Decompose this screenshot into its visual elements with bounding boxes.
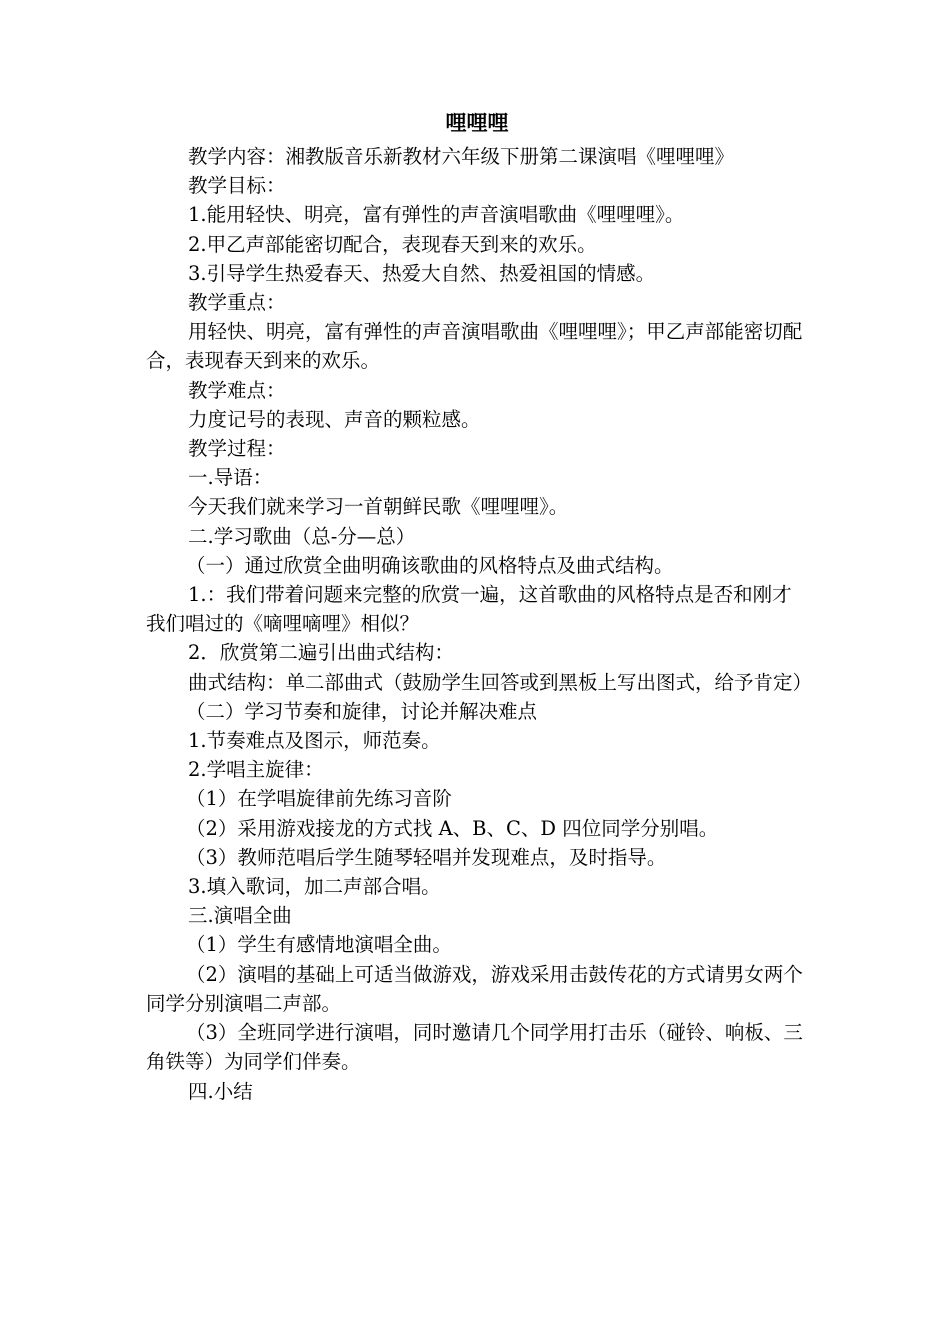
paragraph-objective-3: 3.引导学生热爱春天、热爱大自然、热爱祖国的情感。 [188,261,656,285]
paragraph-objectives-heading: 教学目标： [188,174,286,198]
paragraph-learn-song-heading: 二.学习歌曲（总-分—总） [188,524,416,548]
paragraph-sing-step-1: （1）学生有感情地演唱全曲。 [186,933,452,957]
paragraph-sing-heading: 三.演唱全曲 [188,904,292,928]
paragraph-step-2: 2．欣赏第二遍引出曲式结构： [188,641,454,665]
paragraph-key-points-heading: 教学重点： [188,291,286,315]
paragraph-sing-step-3: （3）全班同学进行演唱，同时邀请几个同学用打击乐（碰铃、响板、三角铁等）为同学们伴奏。 [146,1021,803,1074]
paragraph-objective-2: 2.甲乙声部能密切配合，表现春天到来的欢乐。 [188,232,597,256]
paragraph-section-1: （一）通过欣赏全曲明确该歌曲的风格特点及曲式结构。 [186,553,674,577]
paragraph-sing-step-2: （2）演唱的基础上可适当做游戏，游戏采用击鼓传花的方式请男女两个同学分别演唱二声部。 [146,962,803,1015]
paragraph-main-melody: 2.学唱主旋律： [188,758,324,782]
paragraph-melody-step-3: （3）教师范唱后学生随琴轻唱并发现难点，及时指导。 [186,845,667,869]
paragraph-melody-step-2: （2）采用游戏接龙的方式找 A、B、C、D 四位同学分别唱。 [186,816,719,840]
paragraph-intro-heading: 一.导语： [188,466,273,490]
paragraph-objective-1: 1.能用轻快、明亮，富有弹性的声音演唱歌曲《哩哩哩》。 [188,203,685,227]
paragraph-teaching-content: 教学内容：湘教版音乐新教材六年级下册第二课演唱《哩哩哩》 [188,145,735,168]
paragraph-intro: 今天我们就来学习一首朝鲜民歌《哩哩哩》。 [188,495,569,519]
paragraph-step-1: 1.：我们带着问题来完整的欣赏一遍，这首歌曲的风格特点是否和刚才我们唱过的《嘀哩嘀哩》相似？ [146,583,792,636]
document-page [146,108,813,1106]
paragraph-process-heading: 教学过程： [188,437,286,461]
paragraph-difficulties-heading: 教学难点： [188,378,286,402]
paragraph-difficulties: 力度记号的表现、声音的颗粒感。 [188,407,481,431]
paragraph-form-structure: 曲式结构：单二部曲式（鼓励学生回答或到黑板上写出图式，给予肯定） [188,670,813,694]
paragraph-key-points: 用轻快、明亮，富有弹性的声音演唱歌曲《哩哩哩》；甲乙声部能密切配合，表现春天到来的欢乐。 [146,320,803,373]
document-title: 哩哩哩 [445,110,509,135]
paragraph-rhythm: 1.节奏难点及图示，师范奏。 [188,729,441,753]
paragraph-lyrics: 3.填入歌词，加二声部合唱。 [188,875,441,899]
paragraph-summary-heading: 四.小结 [188,1079,253,1103]
paragraph-section-2: （二）学习节奏和旋律，讨论并解决难点 [186,699,538,723]
paragraph-melody-step-1: （1）在学唱旋律前先练习音阶 [186,787,452,811]
